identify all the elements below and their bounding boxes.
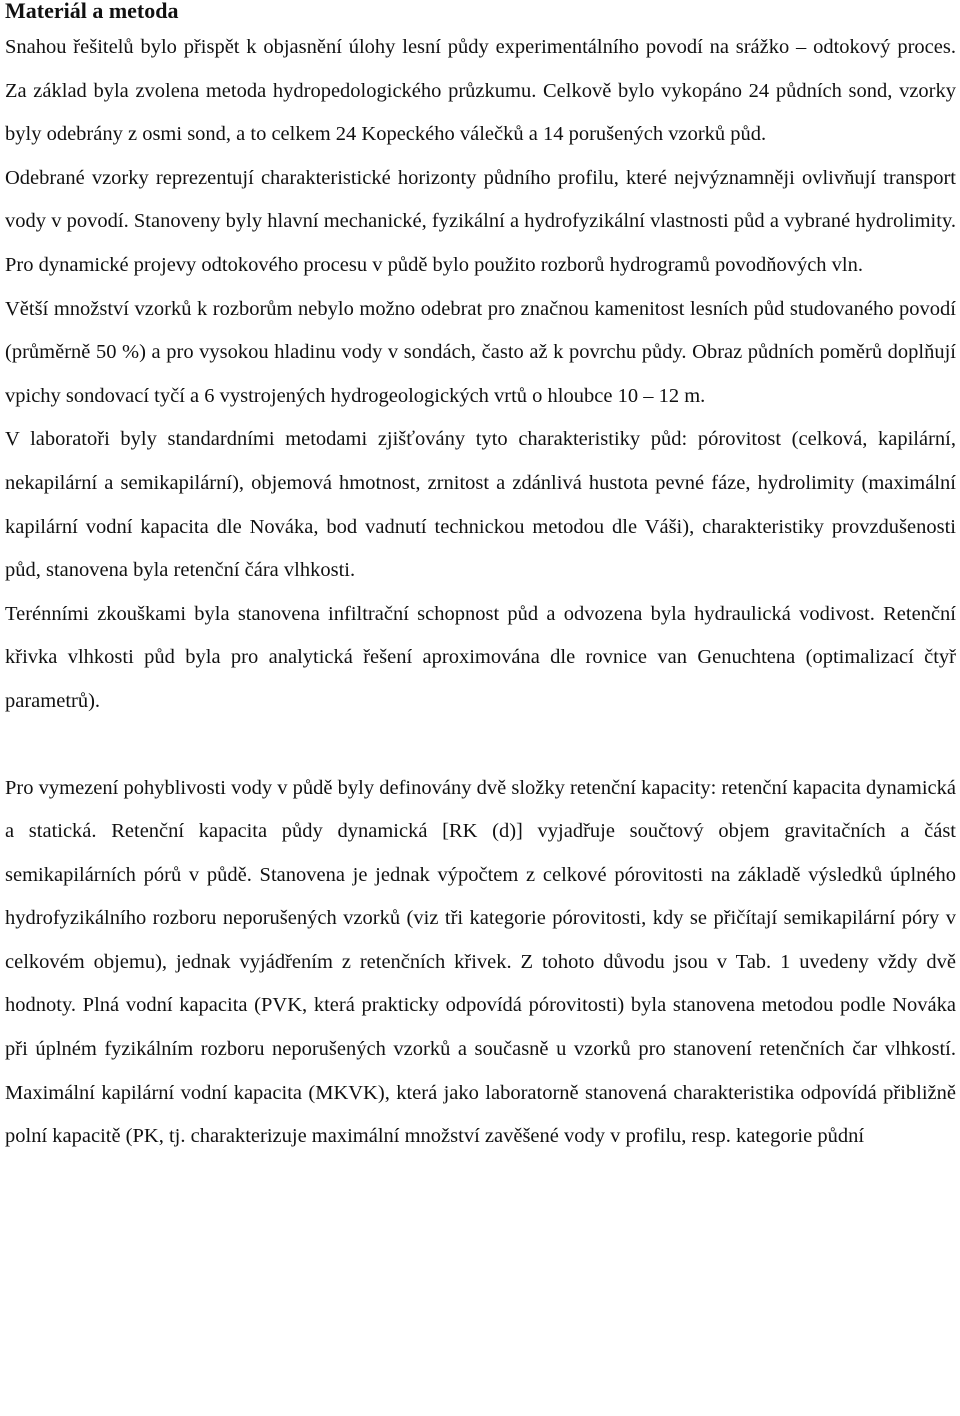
paragraph-laboratory: V laboratoři byly standardními metodami zjišťovány tyto charakteristiky půd: pórovitost (celková, kapilární, nekapilární a semikapilární), objemová hmotnost, zrnitost a zdánlivá hustota pevné fáze, hydrolimity (maximální kapilární vodní kapacita dle Nováka, bod vadnutí technickou metodou dle Váši), charakteristiky provzdušenosti půd, stanovena byla retenční čára vlhkosti. bbox=[5, 428, 956, 582]
paragraph-samples: Odebrané vzorky reprezentují charakteristické horizonty půdního profilu, které nejvýznamněji ovlivňují transport vody v povodí. Stanoveny byly hlavní mechanické, fyzikální a hydrofyzikální vlastnosti půd a vybrané hydrolimity. Pro dynamické projevy odtokového procesu v půdě bylo použito rozborů hydrogramů povodňových vln. bbox=[5, 166, 956, 276]
paragraph-intro: Snahou řešitelů bylo přispět k objasnění úlohy lesní půdy experimentálního povodí na srážko – odtokový proces. Za základ byla zvolena metoda hydropedologického průzkumu. Celkově bylo vykopáno 24 půdních sond, vzorky byly odebrány z osmi sond, a to celkem 24 Kopeckého válečků a 14 porušených vzorků půd. bbox=[5, 36, 956, 146]
paragraph-retention-capacity: Pro vymezení pohyblivosti vody v půdě byly definovány dvě složky retenční kapacity: retenční kapacita dynamická a statická. Retenční kapacita půdy dynamická [RK (d)] vyjadřuje součtový objem gravitačních a část semikapilárních pórů v půdě. Stanovena je jednak výpočtem z celkové pórovitosti na základě výsledků úplného hydrofyzikálního rozboru neporušených vzorků (viz tři kategorie pórovitosti, kdy se přičítají semikapilární póry v celkovém objemu), jednak vyjádřením z retenčních křivek. Z tohoto důvodu jsou v Tab. 1 uvedeny vždy dvě hodnoty. Plná vodní kapacita (PVK, která prakticky odpovídá pórovitosti) byla stanovena metodou podle Nováka při úplném fyzikálním rozboru neporušených vzorků a současně u vzorků pro stanovení retenčních čar vlhkostí. Maximální kapilární vodní kapacita (MKVK), která jako laboratorně stanovená charakteristika odpovídá přibližně polní kapacitě (PK, tj. charakterizuje maximální množství zavěšené vody v profilu, resp. kategorie půdní bbox=[5, 776, 956, 1148]
paragraph-stoniness: Větší množství vzorků k rozborům nebylo možno odebrat pro značnou kamenitost lesních půd studovaného povodí (průměrně 50 %) a pro vysokou hladinu vody v sondách, často až k povrchu půdy. Obraz půdních poměrů doplňují vpichy sondovací tyčí a 6 vystrojených hydrogeologických vrtů o hloubce 10 – 12 m. bbox=[5, 297, 956, 407]
paragraph-gap bbox=[5, 724, 956, 767]
section-heading: Materiál a metoda bbox=[5, 0, 179, 23]
paragraph-field-tests: Terénními zkouškami byla stanovena infiltrační schopnost půd a odvozena byla hydraulická vodivost. Retenční křivka vlhkosti půd byla pro analytická řešení aproximována dle rovnice van Genuchtena (optimalizací čtyř parametrů). bbox=[5, 602, 956, 712]
